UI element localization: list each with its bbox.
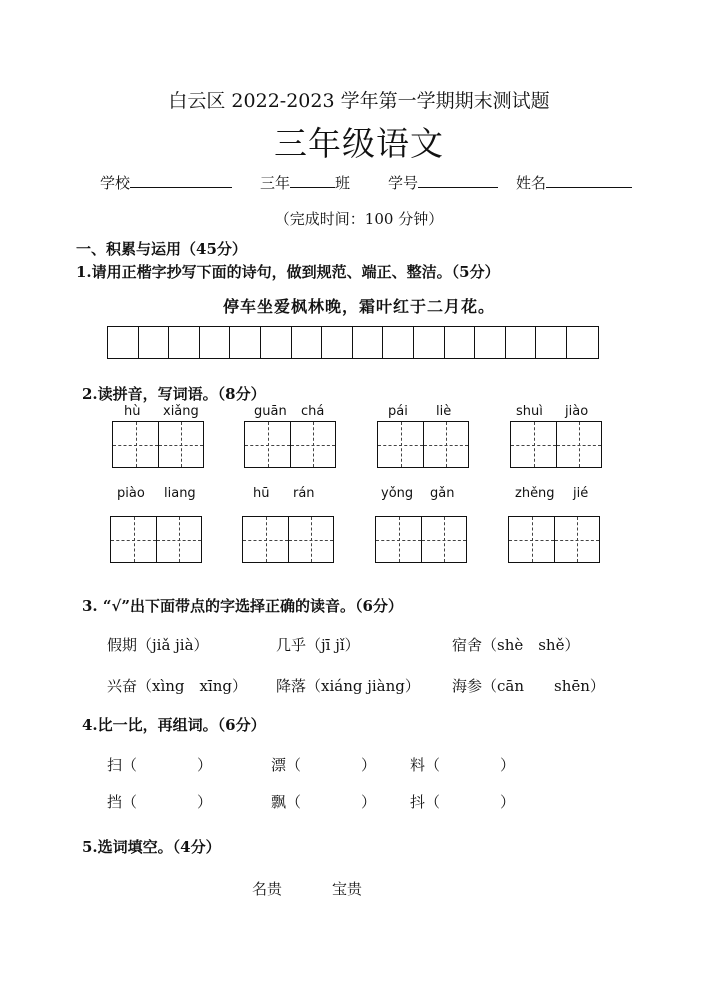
q1-prompt: 1.请用正楷字抄写下面的诗句，做到规范、端正、整洁。（5分） xyxy=(76,263,500,281)
reading-choice[interactable]: 宿舍（shè shě） xyxy=(452,636,580,654)
tianzige-box[interactable] xyxy=(110,516,202,563)
q5-prompt: 5.选词填空。（4分） xyxy=(82,838,221,856)
pinyin-label: chá xyxy=(301,404,325,419)
writing-cell[interactable] xyxy=(139,327,170,358)
pinyin-label: pái xyxy=(388,404,408,419)
class-field xyxy=(260,172,350,193)
pinyin-label: hū xyxy=(253,486,270,501)
pinyin-label: guān xyxy=(254,404,287,419)
word-option: 宝贵 xyxy=(332,880,363,898)
student-number-field xyxy=(388,172,498,193)
writing-cell[interactable] xyxy=(292,327,323,358)
word-option: 名贵 xyxy=(252,880,283,898)
pinyin-label: yǒng xyxy=(381,486,414,501)
reading-choice[interactable]: 降落（xiáng jiàng） xyxy=(276,677,420,695)
pinyin-label: shuì xyxy=(516,404,543,419)
reading-choice[interactable]: 假期（jiǎ jià） xyxy=(107,636,209,654)
pinyin-label: jié xyxy=(573,486,589,501)
pinyin-label: jiào xyxy=(565,404,589,419)
exam-title: 白云区 2022-2023 学年第一学期期末测试题 xyxy=(168,90,550,112)
poem-line: 停车坐爱枫林晚，霜叶红于二月花。 xyxy=(222,297,495,316)
pinyin-label: gǎn xyxy=(430,486,455,501)
pinyin-label: rán xyxy=(293,486,315,501)
writing-cell[interactable] xyxy=(414,327,445,358)
grade-label: 三年 xyxy=(260,174,291,192)
name-field xyxy=(516,172,632,193)
writing-cell[interactable] xyxy=(475,327,506,358)
writing-cell[interactable] xyxy=(353,327,384,358)
tianzige-box[interactable] xyxy=(375,516,467,563)
class-label: 班 xyxy=(335,174,351,192)
pinyin-label: liang xyxy=(164,486,196,501)
word-group-blank[interactable]: 漂（ ） xyxy=(271,756,377,774)
writing-cell[interactable] xyxy=(322,327,353,358)
number-label: 学号 xyxy=(388,174,419,192)
tianzige-box[interactable] xyxy=(244,421,336,468)
writing-cell[interactable] xyxy=(567,327,598,358)
writing-cell[interactable] xyxy=(261,327,292,358)
writing-cell[interactable] xyxy=(383,327,414,358)
reading-choice[interactable]: 几乎（jī jǐ） xyxy=(276,636,360,654)
word-group-blank[interactable]: 飘（ ） xyxy=(271,793,377,811)
number-blank[interactable] xyxy=(418,173,498,188)
word-group-blank[interactable]: 抖（ ） xyxy=(410,793,516,811)
pinyin-label: hù xyxy=(124,404,141,419)
school-blank[interactable] xyxy=(130,173,232,188)
writing-cell[interactable] xyxy=(506,327,537,358)
school-field xyxy=(100,172,232,193)
school-label: 学校 xyxy=(100,174,131,192)
tianzige-box[interactable] xyxy=(242,516,334,563)
name-label: 姓名 xyxy=(516,174,547,192)
class-blank[interactable] xyxy=(290,173,335,188)
q3-prompt: 3. “√”出下面带点的字选择正确的读音。（6分） xyxy=(82,597,403,615)
q2-prompt: 2.读拼音，写词语。（8分） xyxy=(82,385,266,403)
writing-cell[interactable] xyxy=(200,327,231,358)
writing-cell[interactable] xyxy=(108,327,139,358)
tianzige-box[interactable] xyxy=(112,421,204,468)
section-heading: 一、积累与运用（45分） xyxy=(76,240,247,258)
writing-cell[interactable] xyxy=(536,327,567,358)
name-blank[interactable] xyxy=(546,173,632,188)
copy-writing-grid[interactable] xyxy=(107,326,599,359)
word-group-blank[interactable]: 挡（ ） xyxy=(107,793,213,811)
writing-cell[interactable] xyxy=(445,327,476,358)
writing-cell[interactable] xyxy=(230,327,261,358)
time-note: （完成时间：100 分钟） xyxy=(274,210,444,228)
tianzige-box[interactable] xyxy=(510,421,602,468)
tianzige-box[interactable] xyxy=(508,516,600,563)
writing-cell[interactable] xyxy=(169,327,200,358)
pinyin-label: liè xyxy=(436,404,452,419)
tianzige-box[interactable] xyxy=(377,421,469,468)
reading-choice[interactable]: 兴奋（xìng xīng） xyxy=(107,677,248,695)
word-group-blank[interactable]: 扫（ ） xyxy=(107,756,213,774)
pinyin-label: piào xyxy=(117,486,145,501)
pinyin-label: xiǎng xyxy=(163,404,199,419)
word-group-blank[interactable]: 料（ ） xyxy=(410,756,516,774)
q4-prompt: 4.比一比，再组词。（6分） xyxy=(82,716,266,734)
exam-subtitle: 三年级语文 xyxy=(274,124,444,163)
pinyin-label: zhěng xyxy=(515,486,555,501)
reading-choice[interactable]: 海参（cān shēn） xyxy=(452,677,605,695)
